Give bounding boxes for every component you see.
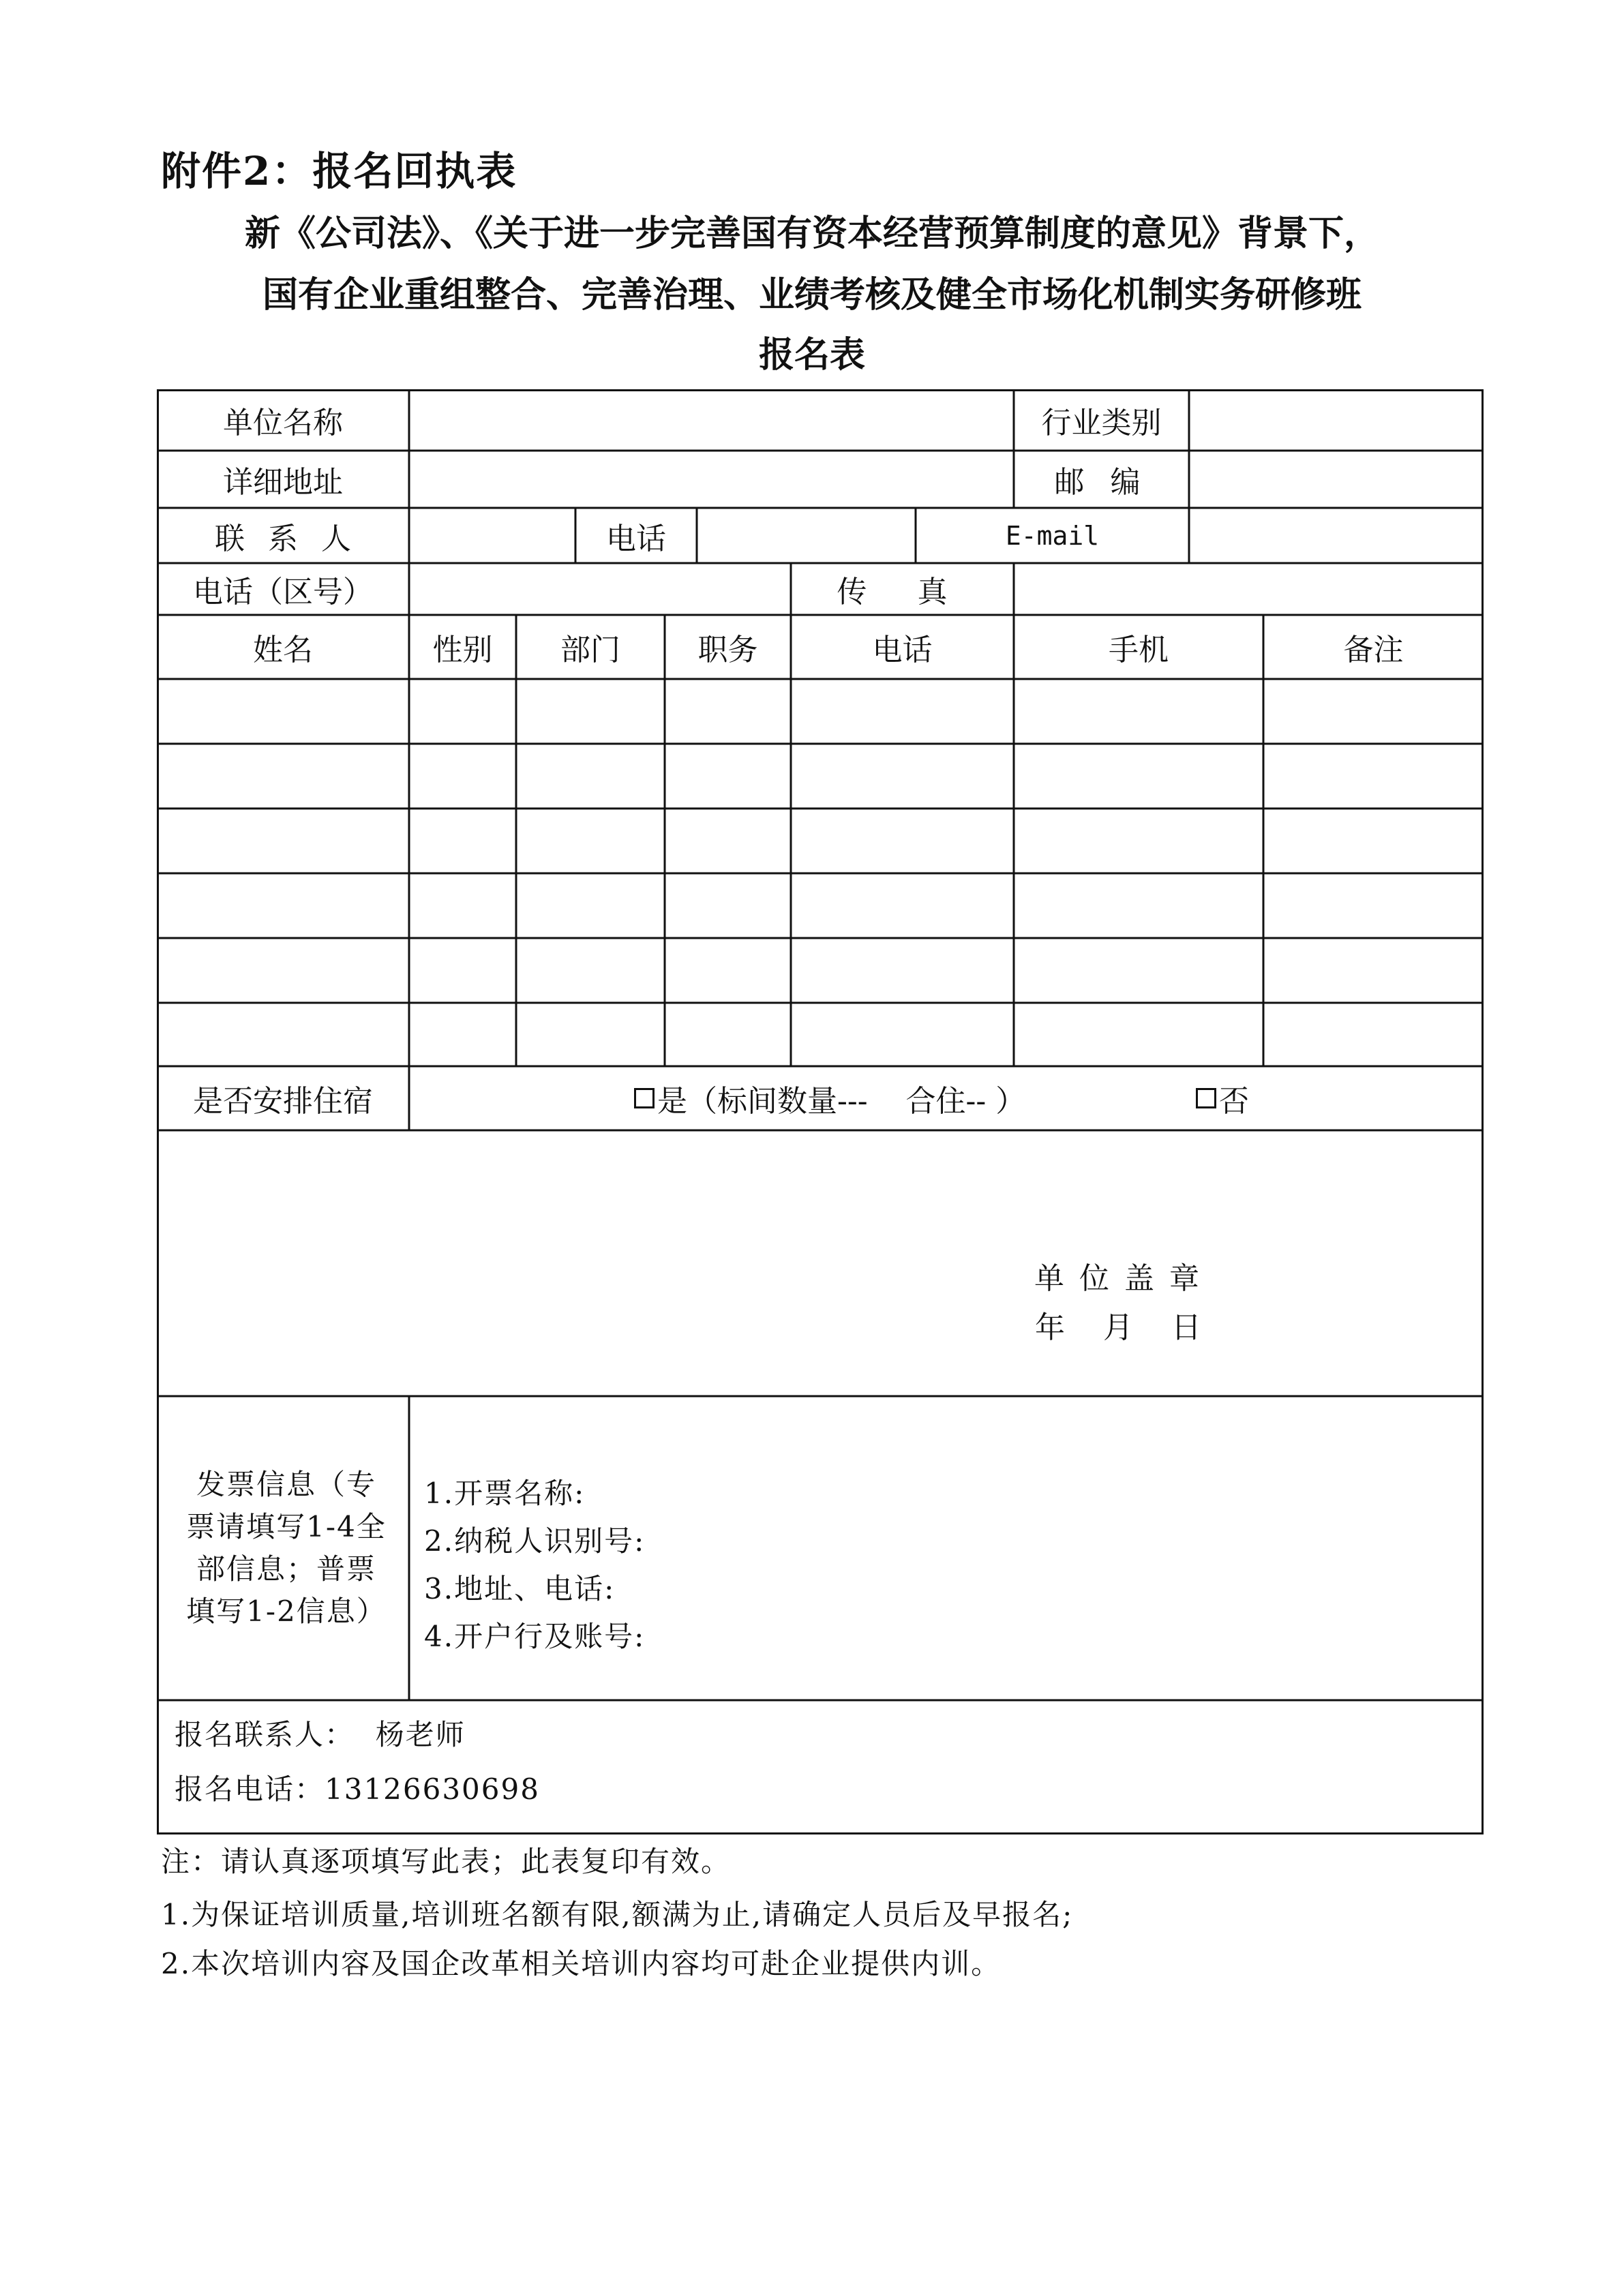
invoice-item: 3.地址、电话: bbox=[424, 1572, 616, 1605]
attachment-heading: 附件2：报名回执表 bbox=[161, 148, 517, 194]
title-line-1: 新《公司法》、《关于进一步完善国有资本经营预算制度的意见》背景下， bbox=[244, 213, 1379, 254]
invoice-label-line: 发票信息（专 bbox=[196, 1468, 376, 1501]
column-header-mobile: 手机 bbox=[1109, 633, 1169, 667]
title-line-2: 国有企业重组整合、完善治理、业绩考核及健全市场化机制实务研修班 bbox=[262, 274, 1362, 316]
invoice-item: 4.开户行及账号: bbox=[424, 1620, 646, 1653]
title-line-3: 报名表 bbox=[758, 334, 865, 376]
label-email: E-mail bbox=[1005, 520, 1100, 551]
column-header-remarks: 备注 bbox=[1343, 633, 1404, 667]
invoice-label-line: 填写1-2信息） bbox=[186, 1595, 387, 1628]
column-header-gender: 性别 bbox=[432, 633, 493, 667]
invoice-label-line: 票请填写1-4全 bbox=[186, 1510, 387, 1543]
lodging-yes-option[interactable] bbox=[634, 1066, 1070, 1130]
label-unit-name: 单位名称 bbox=[223, 406, 343, 440]
invoice-item: 1.开票名称: bbox=[424, 1477, 586, 1510]
lodging-no-option[interactable] bbox=[1196, 1066, 1278, 1130]
label-industry: 行业类别 bbox=[1041, 406, 1162, 440]
note-item-2: 2.本次培训内容及国企改革相关培训内容均可赴企业提供内训。 bbox=[161, 1947, 1002, 1980]
lodging-yes-label: 是（标间数量--- 合住-- ） bbox=[657, 1084, 1026, 1119]
label-fax: 传 真 bbox=[837, 575, 968, 609]
column-header-department: 部门 bbox=[560, 633, 620, 667]
label-contact: 联系人 bbox=[215, 521, 374, 556]
invoice-info-label bbox=[170, 1464, 402, 1633]
phone-field[interactable] bbox=[697, 508, 916, 563]
column-header-position: 职务 bbox=[697, 633, 758, 667]
contact-field[interactable] bbox=[409, 508, 575, 563]
column-header-phone: 电话 bbox=[872, 633, 933, 667]
invoice-item: 2.纳税人识别号: bbox=[424, 1524, 646, 1558]
industry-field[interactable] bbox=[1189, 389, 1484, 451]
registration-contact: 报名联系人： 杨老师 bbox=[175, 1718, 466, 1751]
label-address: 详细地址 bbox=[223, 465, 343, 500]
address-field[interactable] bbox=[409, 451, 1014, 508]
checkbox-icon[interactable] bbox=[1196, 1088, 1216, 1108]
email-field[interactable] bbox=[1189, 508, 1484, 563]
unit-seal-label: 单 位 盖 章 bbox=[1034, 1261, 1202, 1296]
label-phone: 电话 bbox=[606, 521, 666, 556]
label-lodging: 是否安排住宿 bbox=[193, 1084, 373, 1119]
note-heading: 注：请认真逐项填写此表；此表复印有效。 bbox=[161, 1845, 732, 1878]
label-phone-area: 电话（区号） bbox=[193, 575, 373, 609]
invoice-items bbox=[424, 1470, 645, 1661]
postcode-field[interactable] bbox=[1189, 451, 1484, 508]
phone-area-field[interactable] bbox=[409, 563, 791, 615]
registration-phone: 报名电话：13126630698 bbox=[175, 1772, 540, 1806]
column-header-name: 姓名 bbox=[253, 633, 313, 667]
date-label: 年 月 日 bbox=[1035, 1310, 1201, 1345]
invoice-label-line: 部信息；普票 bbox=[196, 1552, 376, 1586]
note-item-1: 1.为保证培训质量,培训班名额有限,额满为止,请确定人员后及早报名; bbox=[161, 1898, 1074, 1931]
checkbox-icon[interactable] bbox=[634, 1088, 655, 1108]
label-postcode: 邮 编 bbox=[1054, 465, 1149, 500]
fax-field[interactable] bbox=[1014, 563, 1484, 615]
unit-name-field[interactable] bbox=[409, 389, 1014, 451]
registration-form bbox=[157, 389, 1484, 1834]
lodging-no-label: 否 bbox=[1219, 1084, 1249, 1119]
